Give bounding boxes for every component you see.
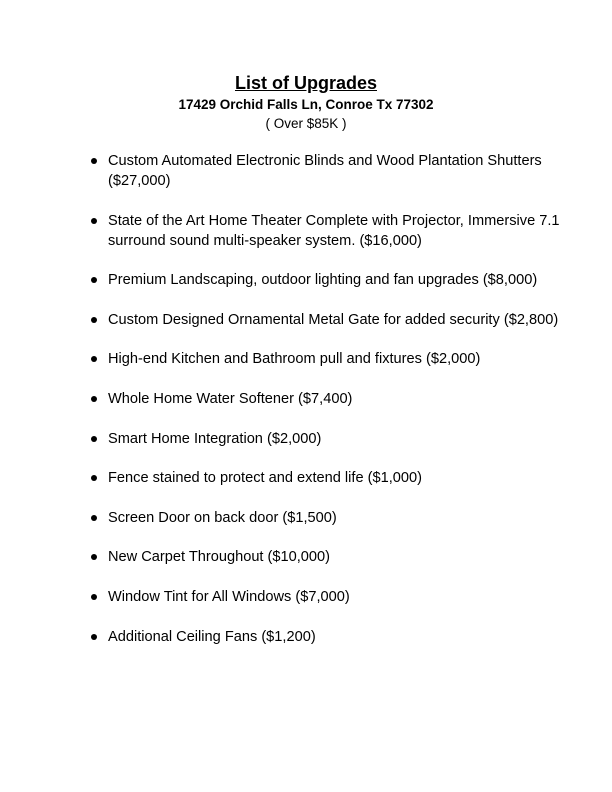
upgrade-text: Additional Ceiling Fans ($1,200)	[108, 628, 316, 645]
bullet-icon	[91, 475, 97, 481]
list-item	[0, 270, 612, 290]
list-item	[0, 349, 612, 369]
list-item	[0, 627, 612, 647]
upgrade-text: Fence stained to protect and extend life ($1,000)	[108, 470, 422, 487]
bullet-icon	[91, 634, 97, 640]
list-item	[0, 508, 612, 528]
upgrade-text: Window Tint for All Windows ($7,000)	[108, 588, 350, 605]
document-header	[0, 72, 612, 133]
upgrade-text: Screen Door on back door ($1,500)	[108, 509, 337, 526]
bullet-icon	[91, 554, 97, 560]
bullet-icon	[91, 158, 97, 164]
bullet-icon	[91, 277, 97, 283]
list-item	[0, 389, 612, 409]
price-note: ( Over $85K )	[265, 116, 347, 131]
upgrade-text: New Carpet Throughout ($10,000)	[108, 549, 331, 566]
bullet-icon	[91, 396, 97, 402]
page-title: List of Upgrades	[234, 73, 377, 93]
list-item	[0, 468, 612, 488]
property-address: 17429 Orchid Falls Ln, Conroe Tx 77302	[178, 97, 434, 112]
bullet-icon	[91, 515, 97, 521]
list-item	[0, 429, 612, 449]
list-item	[0, 547, 612, 567]
upgrades-list	[0, 151, 612, 666]
upgrade-text: High-end Kitchen and Bathroom pull and fixtures ($2,000)	[108, 351, 481, 368]
list-item	[0, 310, 612, 330]
bullet-icon	[91, 436, 97, 442]
upgrade-text: Whole Home Water Softener ($7,400)	[108, 390, 353, 407]
bullet-icon	[91, 218, 97, 224]
upgrade-text: Premium Landscaping, outdoor lighting and fan upgrades ($8,000)	[108, 272, 538, 289]
list-item	[0, 587, 612, 607]
upgrade-text: State of the Art Home Theater Complete with Projector, Immersive 7.1 surround sound multi-speaker system. ($16,000)	[108, 212, 560, 249]
bullet-icon	[91, 317, 97, 323]
upgrade-text: Custom Designed Ornamental Metal Gate for added security ($2,800)	[108, 311, 559, 328]
upgrade-text: Smart Home Integration ($2,000)	[108, 430, 322, 447]
upgrade-text: Custom Automated Electronic Blinds and Wood Plantation Shutters ($27,000)	[108, 153, 542, 189]
bullet-icon	[91, 356, 97, 362]
bullet-icon	[91, 594, 97, 600]
list-item	[0, 151, 612, 191]
list-item	[0, 211, 612, 251]
